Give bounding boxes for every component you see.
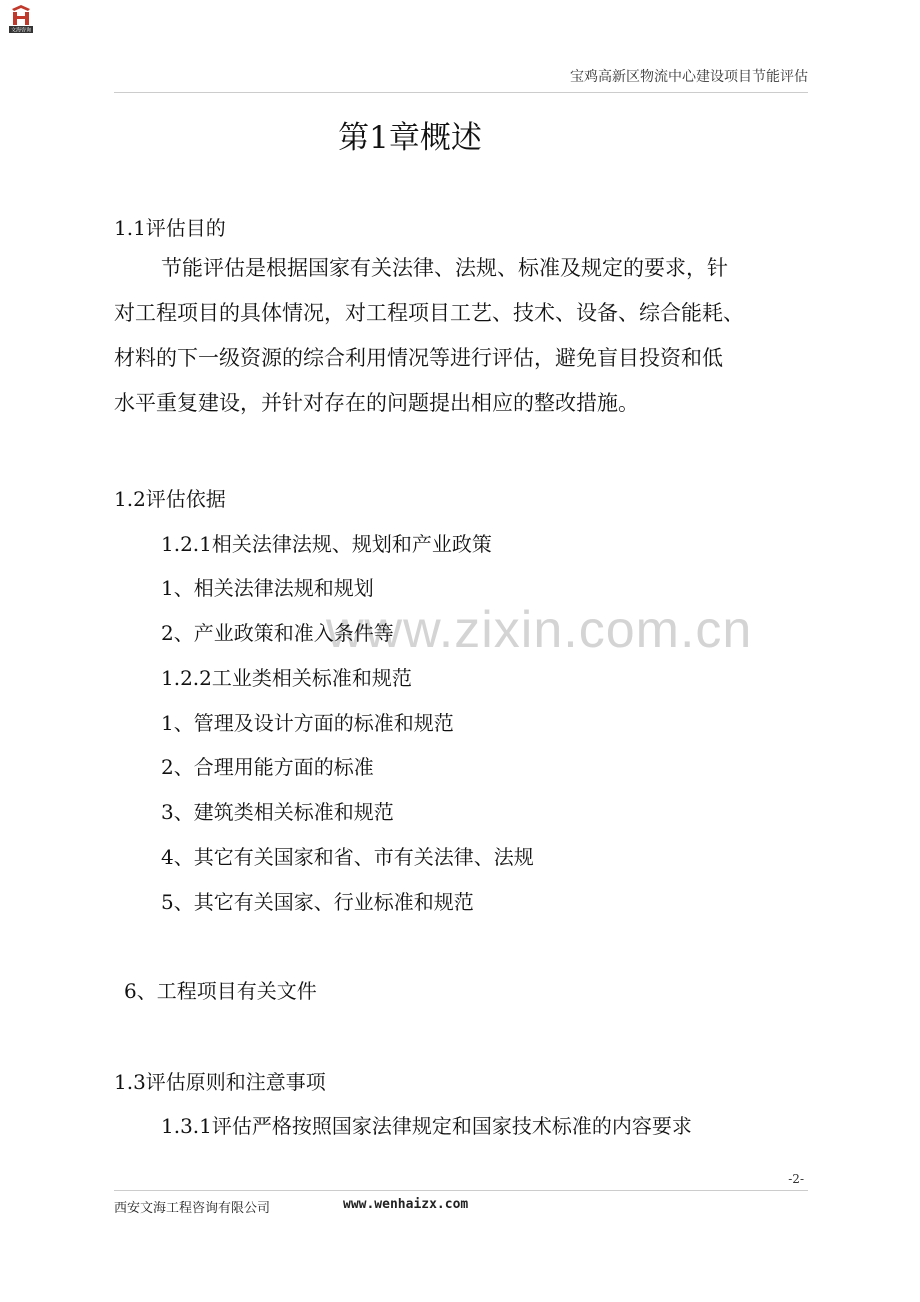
footer-divider [114, 1190, 808, 1191]
logo-mark [6, 4, 36, 34]
list-item: 5、其它有关国家、行业标准和规范 [161, 890, 474, 914]
section-heading-1-3: 1.3评估原则和注意事项 [114, 1070, 326, 1094]
list-item: 1、相关法律法规和规划 [161, 576, 374, 600]
footer-company-name: 西安文海工程咨询有限公司 [114, 1201, 271, 1216]
header-title: 宝鸡高新区物流中心建设项目节能评估 [570, 69, 808, 85]
chapter-title: 第1章概述 [338, 120, 482, 156]
paragraph-line: 节能评估是根据国家有关法律、法规、标准及规定的要求，针 [161, 256, 728, 280]
subsection-heading-1-3-1: 1.3.1评估严格按照国家法律规定和国家技术标准的内容要求 [161, 1114, 692, 1138]
company-logo [6, 4, 36, 34]
paragraph-line: 对工程项目的具体情况，对工程项目工艺、技术、设备、综合能耗、 [114, 301, 744, 325]
paragraph-line: 材料的下一级资源的综合利用情况等进行评估，避免盲目投资和低 [114, 346, 723, 370]
section-1-1-paragraph [114, 246, 814, 426]
section-heading-1-2: 1.2评估依据 [114, 487, 226, 511]
paragraph-line: 水平重复建设，并针对存在的问题提出相应的整改措施。 [114, 391, 639, 415]
subsection-heading-1-2-2: 1.2.2工业类相关标准和规范 [161, 666, 412, 690]
list-item: 2、合理用能方面的标准 [161, 755, 374, 779]
watermark: www.zixin.com.cn [326, 601, 753, 659]
section-heading-1-1: 1.1评估目的 [114, 216, 226, 240]
list-item: 1、管理及设计方面的标准和规范 [161, 711, 454, 735]
subsection-heading-1-2-1: 1.2.1相关法律法规、规划和产业政策 [161, 532, 492, 556]
list-item: 3、建筑类相关标准和规范 [161, 800, 394, 824]
footer-website-link[interactable]: www.wenhaizx.com [343, 1197, 469, 1212]
list-item: 2、产业政策和准入条件等 [161, 621, 394, 645]
logo-caption: 文海咨询 [10, 27, 32, 34]
header-divider [114, 92, 808, 93]
list-item: 6、工程项目有关文件 [124, 979, 317, 1003]
page-number: -2- [788, 1172, 804, 1186]
list-item: 4、其它有关国家和省、市有关法律、法规 [161, 845, 534, 869]
